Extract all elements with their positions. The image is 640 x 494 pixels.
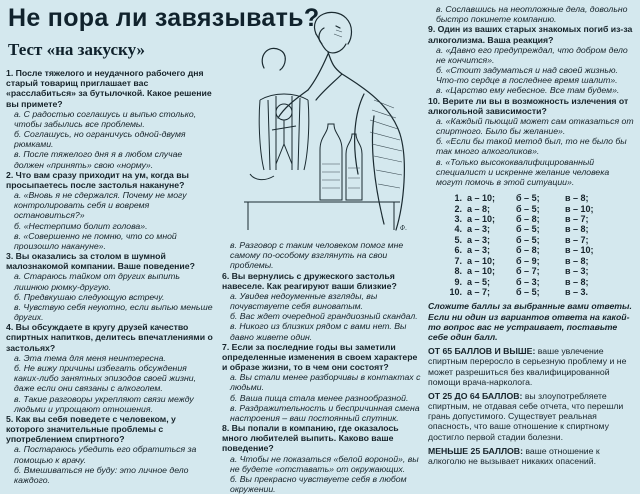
score-cell: 7. [454, 255, 462, 266]
result-paragraph [428, 391, 634, 442]
score-cell: а – 3; [467, 245, 491, 256]
answer-option: б. «Если бы такой метод был, то не было бы так много алкоголиков». [436, 136, 627, 157]
score-cell: а – 10; [467, 193, 496, 204]
score-cell: в – 7; [565, 234, 589, 245]
score-row [448, 224, 614, 234]
text-column-1 [6, 68, 214, 485]
answer-option: в. Разговор с таким человеком помог мне самому по-особому взглянуть на свои проблемы. [230, 240, 404, 271]
question-text: 3. Вы оказались за столом в шумной малознакомой компании. Ваше поведение? [6, 251, 195, 272]
score-cell: а – 3; [467, 234, 491, 245]
text-column-2 [222, 240, 422, 494]
answer-option: б. «Стоит задуматься и над своей жизнью. Что-то сердце в последнее время шалит». [436, 65, 618, 86]
score-cell: 3. [454, 213, 462, 224]
score-cell: б – 9; [516, 255, 540, 266]
question-text: 6. Вы вернулись с дружеского застолья навеселе. Как реагируют ваши близкие? [222, 270, 397, 291]
answer-option: а. Увидев недоуменные взгляды, вы почувствуете себя виноватым. [230, 290, 378, 312]
score-cell: а – 7; [467, 287, 491, 298]
answer-option: а. Постараюсь убедить его обратиться за помощью к врачу. [14, 444, 197, 465]
score-cell: б – 5; [516, 203, 540, 214]
answer-option: б. Вас ждет очередной грандиозный скандал. [230, 311, 418, 322]
score-cell: 4. [454, 224, 462, 235]
answer-option: а. Чтобы не показаться «белой вороной», вы не будете «отставать» от окружающих. [230, 453, 419, 474]
answer-option: а. Эта тема для меня неинтересна. [14, 352, 166, 363]
result-heading: ОТ 65 БАЛЛОВ И ВЫШЕ: [428, 346, 536, 357]
score-cell: в – 10; [565, 203, 594, 214]
answer-option: в. Никого из близких рядом с вами нет. Вы давно живете один. [230, 321, 407, 342]
answer-option: в. «Царство ему небесное. Все там будем». [436, 85, 620, 96]
score-cell: в – 8; [565, 255, 589, 266]
score-cell: б – 5; [516, 287, 540, 298]
score-cell: 8. [454, 266, 462, 277]
score-cell: а – 3; [467, 224, 491, 235]
answer-option: в. Чувствую себя неуютно, если выпью меньше других. [14, 301, 213, 323]
score-row [448, 235, 614, 245]
question-text: 7. Если за последние годы вы заметили определенные изменения в своем характере и образе жизни, то в чем они состоят? [222, 341, 418, 373]
answer-option: б. Предвкушаю следующую встречу. [14, 291, 165, 302]
score-cell: в – 7; [565, 213, 589, 224]
answer-option: а. С радостью соглашусь и выпью столько, чтобы забылись все проблемы. [14, 108, 197, 129]
score-cell: б – 8; [516, 245, 540, 256]
questions-9-10 [428, 4, 634, 187]
score-cell: а – 10; [467, 255, 496, 266]
question-text: 9. Один из ваших старых знакомых погиб из-за алкоголизма. Ваша реакция? [428, 24, 633, 45]
score-cell: в – 3. [565, 287, 589, 298]
score-cell: б – 8; [516, 213, 540, 224]
result-text: ваше увлечение спиртным переросло в серьезную проблему и не может разрешиться без квалифицированной помощи врача-нарколога. [428, 346, 627, 387]
score-cell: в – 10; [565, 245, 594, 256]
score-cell: 2. [454, 203, 462, 214]
score-cell: б – 3; [516, 276, 540, 287]
question-text: 8. Вы попали в компанию, где оказалось много любителей выпить. Каково ваше поведение? [222, 423, 399, 454]
score-cell: б – 5; [516, 224, 540, 235]
answer-option: в. «Только высококвалифицированный специалист и искренне желание человека могут помочь в этой ситуации». [436, 156, 610, 187]
answer-option: б. Соглашусь, но ограничусь одной-двумя рюмками. [14, 129, 186, 150]
score-row [448, 256, 614, 266]
score-cell: 5. [454, 234, 462, 245]
question-text: 5. Как вы себя поведете с человеком, у которого значительные проблемы с употреблением спиртного? [6, 413, 176, 445]
score-row [448, 266, 614, 276]
score-table [448, 193, 614, 297]
results-section [428, 346, 634, 466]
answer-option: в. «Совершенно не помню, что со мной произошло накануне». [14, 230, 177, 251]
score-cell: в – 3; [565, 266, 589, 277]
result-paragraph [428, 346, 634, 387]
score-cell: 9. [454, 276, 462, 287]
result-paragraph [428, 446, 634, 466]
score-cell: в – 8; [565, 193, 589, 204]
answer-option: в. Сославшись на неотложные дела, довольно быстро покинете компанию. [436, 4, 628, 25]
cartoon-illustration [224, 4, 420, 236]
question-text: 1. После тяжелого и неудачного рабочего дня старый товарищ приглашает вас «расслабиться» за бутылочкой. Какое решение вы примете? [6, 68, 212, 109]
question-text: 2. Что вам сразу приходит на ум, когда вы просыпаетесь после застолья накануне? [6, 169, 189, 190]
result-heading: МЕНЬШЕ 25 БАЛЛОВ: [428, 445, 523, 456]
answer-option: а. «Давно его предупреждал, что добром дело не кончится». [436, 44, 628, 65]
score-cell: б – 5; [516, 234, 540, 245]
question-text: 10. Верите ли вы в возможность излечения от алкогольной зависимости? [428, 95, 629, 116]
answer-option: в. После тяжелого дня я в любом случае должен «принять» свою «норму». [14, 149, 183, 170]
scoring-note: Сложите баллы за выбранные вами ответы. Если ни один из вариантов ответа на какой-то вопрос вас не устраивает, поставьте себе один балл. [428, 301, 632, 342]
score-row [448, 245, 614, 255]
answer-option: а. «Вновь я не сдержался. Почему не могу контролировать себя и вовремя остановиться?» [14, 190, 187, 221]
result-text: ваше отношение к алкоголю не вызывает никаких опасений. [428, 445, 600, 466]
article-subtitle: Тест «на закуску» [8, 40, 146, 59]
result-heading: ОТ 25 ДО 64 БАЛЛОВ: [428, 390, 523, 401]
answer-option: а. Стараюсь тайком от других выпить лишнюю рюмку-другую. [14, 271, 180, 292]
answer-option: а. Вы стали менее разборчивы в контактах с людьми. [230, 372, 421, 393]
score-row [448, 277, 614, 287]
score-cell: в – 8; [565, 224, 589, 235]
score-row [448, 287, 614, 297]
answer-option: б. Вы прекрасно чувствуете себя в любом окружении. [230, 473, 407, 494]
score-row [448, 193, 614, 203]
text-column-3 [428, 4, 634, 466]
question-text: 4. Вы обсуждаете в кругу друзей качество спиртных напитков, делитесь впечатлениями о застольях? [6, 322, 213, 353]
score-cell: в – 8; [565, 276, 589, 287]
score-cell: 1. [454, 193, 462, 204]
answer-option: б. Не вижу причины избегать обсуждения каких-либо занятных эпизодов своей жизни, даже если они связаны с алкоголем. [14, 362, 197, 394]
score-cell: а – 10; [467, 213, 496, 224]
score-cell: а – 10; [467, 266, 496, 277]
answer-option: в. Такие разговоры укрепляют связи между людьми и упрощают отношения. [14, 393, 194, 414]
score-cell: 6. [454, 245, 462, 256]
score-row [448, 204, 614, 214]
artist-signature: Ф. [400, 225, 407, 232]
score-cell: б – 5; [516, 193, 540, 204]
score-row [448, 214, 614, 224]
answer-option: б. Вмешиваться не буду: это личное дело каждого. [14, 464, 189, 485]
article-title: Не пора ли завязывать? [8, 4, 320, 32]
score-cell: а – 5; [467, 276, 491, 287]
answer-option: б. «Нестерпимо болит голова». [14, 220, 148, 231]
answer-option: в. Раздражительность и беспричинная смена настроения – ваш постоянный спутник. [230, 402, 420, 423]
score-cell: а – 8; [467, 203, 491, 214]
score-cell: б – 7; [516, 266, 540, 277]
result-text: вы злоупотребляете спиртным, не отдавая себе отчета, что перешли грань допустимого. Существует реальная опасность, что ваше отношение к спиртному достигло первой стадии болезни. [428, 390, 624, 442]
answer-option: б. Ваша пища стала менее разнообразной. [230, 392, 409, 403]
score-cell: 10. [449, 287, 462, 298]
answer-option: а. «Каждый пьющий может сам отказаться от спиртного. Было бы желание». [436, 115, 634, 137]
